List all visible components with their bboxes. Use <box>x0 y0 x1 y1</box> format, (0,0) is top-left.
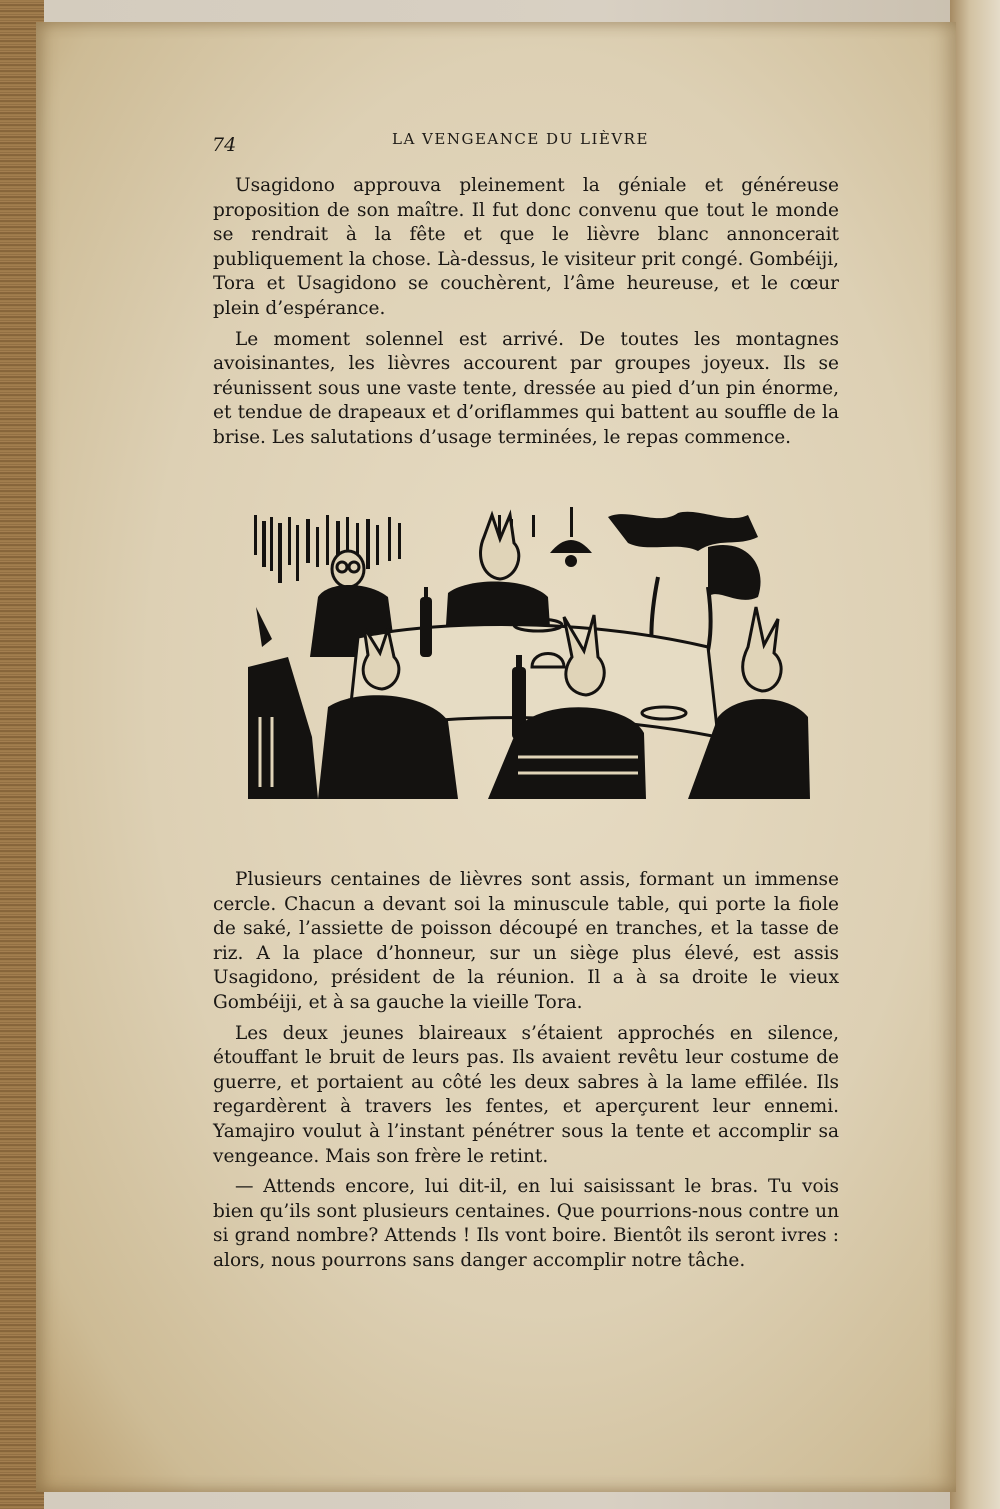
paragraph: Usagidono approuva pleinement la géniale et généreuse proposition de son maître. Il fut donc convenu que tout le monde se rendrait à la fête et que le lièvre blanc annoncerait publiquement la chose. Là-dessus, le visiteur prit congé. Gombéiji, Tora et Usagidono se couchèrent, l’âme heureuse, et le cœur plein d’espérance. <box>213 175 839 319</box>
paragraph: Les deux jeunes blaireaux s’étaient approchés en silence, étouffant le bruit de leurs pas. Ils avaient revêtu leur costume de guerre, et portaient au côté les deux sabres à la lame effilée. Ils regardèrent à travers les fentes, et aperçurent leur ennemi. Yamajiro voulut à l’instant pénétrer sous la tente et accomplir sa vengeance. Mais son frère le retint. <box>213 1022 839 1167</box>
banquet-illustration <box>248 507 810 799</box>
hanging-lamp <box>550 507 592 567</box>
facing-page-edge <box>950 0 1000 1509</box>
running-title: LA VENGEANCE DU LIÈVRE <box>392 130 649 148</box>
paragraph: — Attends encore, lui dit-il, en lui saisissant le bras. Tu vois bien qu’ils sont plusieurs centaines. Que pourrions-nous contre un si grand nombre? Attends ! Ils vont boire. Bientôt ils seront ivres : alors, nous pourrons sans danger accomplir notre tâche. <box>213 1176 839 1271</box>
running-head <box>0 128 1000 154</box>
paragraph: Le moment solennel est arrivé. De toutes les montagnes avoisinantes, les lièvres accourent par groupes joyeux. Ils se réunissent sous une vaste tente, dressée au pied d’un pin énorme, et tendue de drapeaux et d’oriflammes qui battent au souffle de la brise. Les salutations d’usage terminées, le repas commence. <box>213 328 839 448</box>
text-block-top <box>213 174 839 457</box>
curtain <box>708 545 761 600</box>
paragraph: Plusieurs centaines de lièvres sont assis, formant un immense cercle. Chacun a devant soi la minuscule table, qui porte la fiole de saké, l’assiette de poisson découpé en tranches, et la tasse de riz. A la place d’honneur, sur un siège plus élevé, est assis Usagidono, président de la réunion. Il a à sa droite le vieux Gombéiji, et à sa gauche la vieille Tora. <box>213 869 839 1013</box>
foliage <box>608 512 758 551</box>
page-number: 74 <box>212 134 237 156</box>
text-block-bottom <box>213 868 839 1280</box>
